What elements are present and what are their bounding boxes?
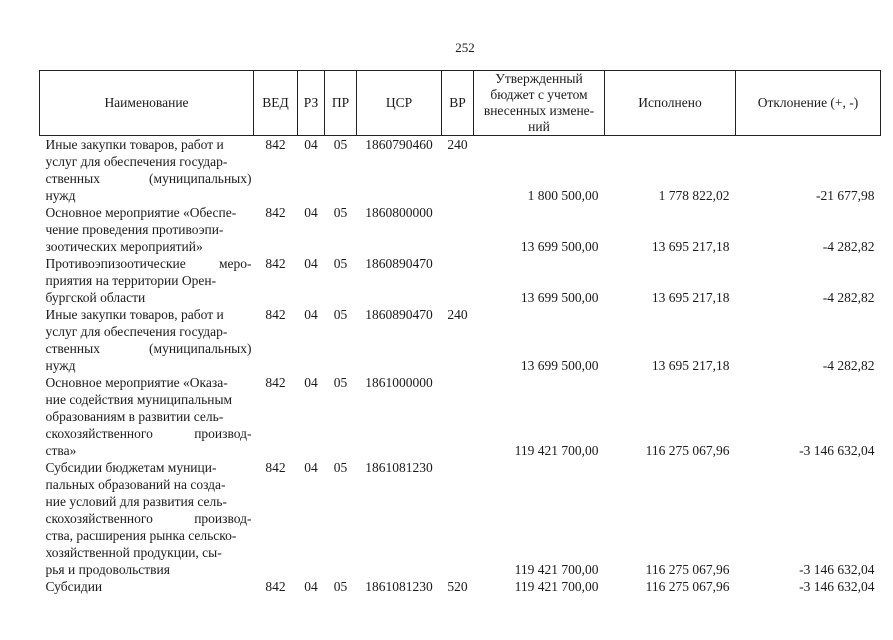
cell-pr: 05 <box>333 256 348 271</box>
name-line: рья и продовольствия <box>45 562 170 577</box>
table-row <box>40 578 881 595</box>
cell-pr: 05 <box>333 137 348 152</box>
header-approved: Утвержденный бюджет с учетом внесенных измене-ний <box>474 71 605 136</box>
cell-executed: 13 695 217,18 <box>651 358 730 373</box>
cell-deviation: -3 146 632,04 <box>799 579 875 594</box>
cell-ved: 842 <box>265 375 286 390</box>
name-line: Основное мероприятие «Оказа- <box>45 375 228 390</box>
cell-pr: 05 <box>333 205 348 220</box>
name-line: услуг для обеспечения государ- <box>45 154 228 169</box>
cell-csr: 1860890470 <box>365 256 433 271</box>
cell-deviation: -4 282,82 <box>822 358 875 373</box>
cell-name <box>40 578 254 595</box>
cell-csr: 1861000000 <box>365 375 433 390</box>
cell-deviation: -3 146 632,04 <box>799 562 875 577</box>
name-line: приятия на территории Орен- <box>45 273 217 288</box>
cell-executed: 116 275 067,96 <box>645 443 730 458</box>
name-line: бургской области <box>45 290 146 305</box>
cell-approved: 13 699 500,00 <box>520 239 599 254</box>
page-number: 252 <box>455 40 475 55</box>
cell-rz: 04 <box>304 256 318 271</box>
cell-name <box>40 136 254 205</box>
cell-csr: 1861081230 <box>365 579 433 594</box>
name-line: Субсидии бюджетам муници- <box>45 460 217 475</box>
name-line: скохозяйственного производ- <box>45 511 252 526</box>
cell-approved: 119 421 700,00 <box>514 579 599 594</box>
cell-name <box>40 306 254 374</box>
budget-table <box>39 70 881 595</box>
cell-deviation: -4 282,82 <box>822 290 875 305</box>
cell-approved: 13 699 500,00 <box>520 290 599 305</box>
cell-deviation: -3 146 632,04 <box>799 443 875 458</box>
cell-name <box>40 255 254 306</box>
cell-rz: 04 <box>304 579 318 594</box>
cell-approved: 1 800 500,00 <box>527 188 599 203</box>
table-row <box>40 204 881 255</box>
cell-csr: 1860800000 <box>365 205 433 220</box>
cell-pr: 05 <box>333 375 348 390</box>
name-line: Основное мероприятие «Обеспе- <box>45 205 237 220</box>
cell-ved: 842 <box>265 579 286 594</box>
cell-deviation: -21 677,98 <box>816 188 875 203</box>
cell-name <box>40 374 254 459</box>
cell-name <box>40 459 254 578</box>
cell-pr: 05 <box>333 460 348 475</box>
cell-executed: 116 275 067,96 <box>645 579 730 594</box>
cell-ved: 842 <box>265 460 286 475</box>
cell-approved: 119 421 700,00 <box>514 443 599 458</box>
header-ved: ВЕД <box>254 71 298 136</box>
name-line: зоотических мероприятий» <box>45 239 203 254</box>
name-line: нужд <box>45 358 76 373</box>
cell-executed: 116 275 067,96 <box>645 562 730 577</box>
name-line: скохозяйственного производ- <box>45 426 252 441</box>
cell-csr: 1860890470 <box>365 307 433 322</box>
cell-ved: 842 <box>265 205 286 220</box>
cell-pr: 05 <box>333 579 348 594</box>
cell-vr <box>442 459 474 578</box>
name-line: хозяйственной продукции, сы- <box>45 545 222 560</box>
table-header-row <box>40 71 881 136</box>
name-line: Субсидии <box>45 579 103 594</box>
name-line: нужд <box>45 188 76 203</box>
cell-ved: 842 <box>265 307 286 322</box>
name-line: Иные закупки товаров, работ и <box>45 137 224 152</box>
cell-approved: 119 421 700,00 <box>514 562 599 577</box>
name-line: ственных (муниципальных) <box>45 341 252 356</box>
header-deviation: Отклонение (+, -) <box>736 71 881 136</box>
table-row <box>40 459 881 578</box>
header-rz: РЗ <box>298 71 325 136</box>
name-line: ние содействия муниципальным <box>45 392 233 407</box>
header-executed: Исполнено <box>605 71 736 136</box>
name-line: ние условий для развития сель- <box>45 494 227 509</box>
header-pr: ПР <box>325 71 357 136</box>
cell-vr <box>442 204 474 255</box>
name-line: пальных образований на созда- <box>45 477 226 492</box>
cell-csr: 1860790460 <box>365 137 433 152</box>
cell-csr: 1861081230 <box>365 460 433 475</box>
table-row <box>40 136 881 205</box>
header-name: Наименование <box>40 71 254 136</box>
cell-rz: 04 <box>304 307 318 322</box>
name-line: услуг для обеспечения государ- <box>45 324 228 339</box>
cell-vr: 240 <box>447 137 468 152</box>
name-line: образованиям в развитии сель- <box>45 409 224 424</box>
cell-name <box>40 204 254 255</box>
cell-vr: 240 <box>447 307 468 322</box>
name-line: чение проведения противоэпи- <box>45 222 224 237</box>
table-row <box>40 306 881 374</box>
cell-rz: 04 <box>304 375 318 390</box>
table-row <box>40 374 881 459</box>
name-line: ства, расширения рынка сельско- <box>45 528 237 543</box>
cell-rz: 04 <box>304 137 318 152</box>
header-vr: ВР <box>442 71 474 136</box>
cell-vr <box>442 374 474 459</box>
cell-approved: 13 699 500,00 <box>520 358 599 373</box>
cell-vr: 520 <box>447 579 468 594</box>
name-line: ства» <box>45 443 77 458</box>
cell-rz: 04 <box>304 460 318 475</box>
table-row <box>40 255 881 306</box>
table-body <box>40 136 881 596</box>
name-line: Иные закупки товаров, работ и <box>45 307 224 322</box>
header-csr: ЦСР <box>357 71 442 136</box>
cell-executed: 13 695 217,18 <box>651 290 730 305</box>
cell-deviation: -4 282,82 <box>822 239 875 254</box>
cell-pr: 05 <box>333 307 348 322</box>
cell-executed: 13 695 217,18 <box>651 239 730 254</box>
name-line: Противоэпизоотические меро- <box>45 256 252 271</box>
cell-ved: 842 <box>265 256 286 271</box>
cell-rz: 04 <box>304 205 318 220</box>
name-line: ственных (муниципальных) <box>45 171 252 186</box>
cell-ved: 842 <box>265 137 286 152</box>
cell-executed: 1 778 822,02 <box>658 188 730 203</box>
cell-vr <box>442 255 474 306</box>
